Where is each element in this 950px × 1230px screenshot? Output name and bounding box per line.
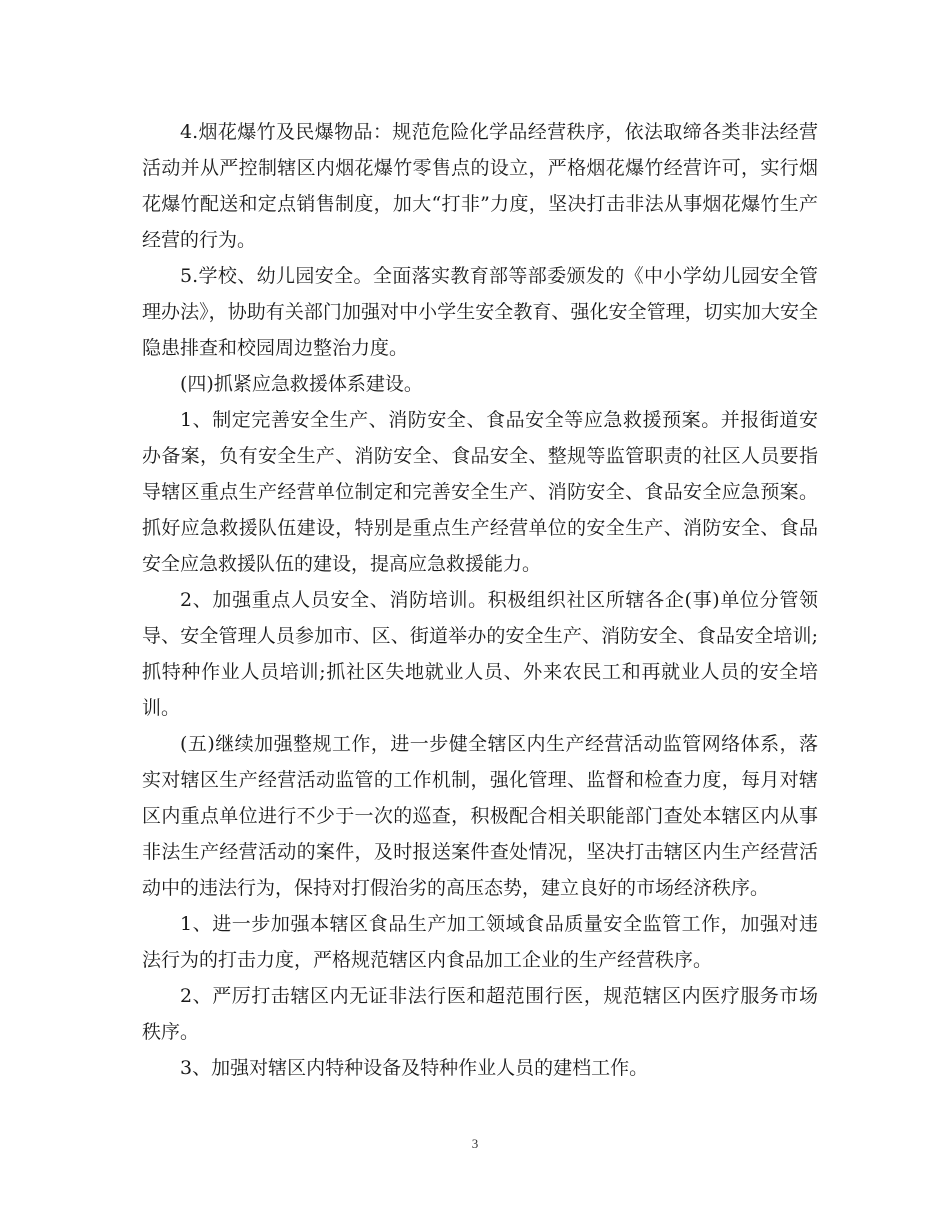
paragraph-food-safety: 1、进一步加强本辖区食品生产加工领域食品质量安全监管工作，加强对违法行为的打击力度，严格规范辖区内食品加工企业的生产经营秩序。 bbox=[142, 913, 818, 971]
paragraph-fireworks: 4.烟花爆竹及民爆物品：规范危险化学品经营秩序，依法取缔各类非法经营活动并从严控制辖区内烟花爆竹零售点的设立，严格烟花爆竹经营许可，实行烟花爆竹配送和定点销售制度，加大“打非”力度，坚决打击非法从事烟花爆竹生产经营的行为。 bbox=[142, 121, 818, 251]
paragraph-illegal-medical-practice: 2、严厉打击辖区内无证非法行医和超范围行医，规范辖区内医疗服务市场秩序。 bbox=[142, 985, 818, 1043]
paragraph-emergency-plans: 1、制定完善安全生产、消防安全、食品安全等应急救援预案。并报街道安办备案，负有安全生产、消防安全、食品安全、整规等监管职责的社区人员要指导辖区重点生产经营单位制定和完善安全生产、消防安全、食品安全应急预案。抓好应急救援队伍建设，特别是重点生产经营单位的安全生产、消防安全、食品安全应急救援队伍的建设，提高应急救援能力。 bbox=[142, 409, 818, 575]
page-number: 3 bbox=[471, 1136, 479, 1151]
paragraph-regulation-work: (五)继续加强整规工作，进一步健全辖区内生产经营活动监管网络体系，落实对辖区生产经营活动监管的工作机制，强化管理、监督和检查力度，每月对辖区内重点单位进行不少于一次的巡查，积极配合相关职能部门查处本辖区内从事非法生产经营活动的案件，及时报送案件查处情况，坚决打击辖区内生产经营活动中的违法行为，保持对打假治劣的高压态势，建立良好的市场经济秩序。 bbox=[142, 733, 818, 899]
paragraph-safety-training: 2、加强重点人员安全、消防培训。积极组织社区所辖各企(事)单位分管领导、安全管理人员参加市、区、街道举办的安全生产、消防安全、食品安全培训;抓特种作业人员培训;抓社区失地就业人员、外来农民工和再就业人员的安全培训。 bbox=[142, 589, 818, 719]
section-heading-emergency-rescue: (四)抓紧应急救援体系建设。 bbox=[180, 373, 423, 395]
paragraph-school-safety: 5.学校、幼儿园安全。全面落实教育部等部委颁发的《中小学幼儿园安全管理办法》，协助有关部门加强对中小学生安全教育、强化安全管理，切实加大安全隐患排查和校园周边整治力度。 bbox=[142, 265, 818, 359]
paragraph-special-equipment: 3、加强对辖区内特种设备及特种作业人员的建档工作。 bbox=[180, 1057, 649, 1079]
document-body bbox=[142, 114, 818, 1086]
